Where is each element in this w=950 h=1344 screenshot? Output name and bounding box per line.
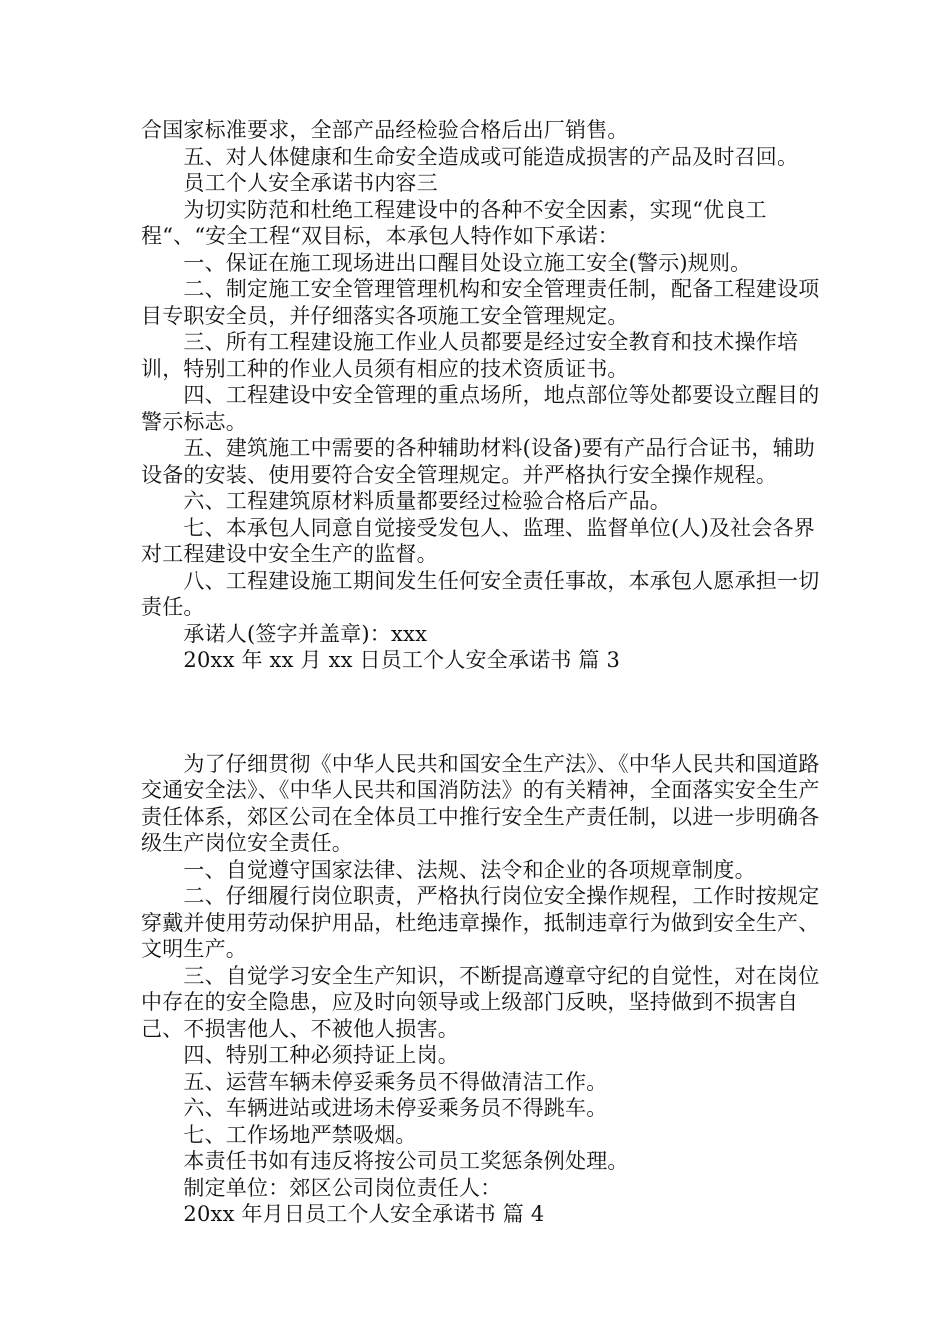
paragraph: 三、自觉学习安全生产知识，不断提高遵章守纪的自觉性，对在岗位中存在的安全隐患，应及时向领导或上级部门反映，坚持做到不损害自己、不损害他人、不被他人损害。	[141, 963, 820, 1041]
paragraph: 六、车辆进站或进场未停妥乘务员不得跳车。	[141, 1096, 608, 1120]
paragraph: 二、制定施工安全管理管理机构和安全管理责任制，配备工程建设项目专职安全员，并仔细落实各项施工安全管理规定。	[141, 277, 820, 328]
paragraph: 四、工程建设中安全管理的重点场所，地点部位等处都要设立醒目的警示标志。	[141, 383, 820, 434]
signature-line: 承诺人(签字并盖章)：xxx	[141, 621, 428, 646]
date-line: 20xx 年 xx 月 xx 日员工个人安全承诺书 篇 3	[141, 648, 621, 672]
paragraph: 本责任书如有违反将按公司员工奖惩条例处理。	[141, 1149, 629, 1173]
paragraph: 一、保证在施工现场进出口醒目处设立施工安全(警示)规则。	[141, 250, 752, 275]
paragraph: 八、工程建设施工期间发生任何安全责任事故，本承包人愿承担一切责任。	[141, 568, 820, 619]
paragraph: 七、工作场地严禁吸烟。	[141, 1122, 417, 1147]
document-body	[141, 117, 821, 1228]
paragraph: 五、建筑施工中需要的各种辅助材料(设备)要有产品行合证书，辅助设备的安装、使用要符合安全管理规定。并严格执行安全操作规程。	[141, 436, 815, 487]
paragraph: 二、仔细履行岗位职责，严格执行岗位安全操作规程，工作时按规定穿戴并使用劳动保护用品，杜绝违章操作，抵制违章行为做到安全生产、文明生产。	[141, 884, 820, 961]
signature-line: 制定单位：郊区公司岗位责任人：	[141, 1175, 502, 1200]
section-heading: 员工个人安全承诺书内容三	[141, 171, 438, 195]
paragraph: 七、本承包人同意自觉接受发包人、监理、监督单位(人)及社会各界对工程建设中安全生产的监督。	[141, 515, 815, 566]
paragraph: 一、自觉遵守国家法律、法规、法令和企业的各项规章制度。	[141, 857, 756, 882]
paragraph: 为切实防范和杜绝工程建设中的各种不安全因素，实现“优良工程“、“安全工程“双目标，本承包人特作如下承诺：	[141, 197, 767, 248]
paragraph: 合国家标准要求，全部产品经检验合格后出厂销售。	[141, 118, 629, 142]
paragraph: 五、对人体健康和生命安全造成或可能造成损害的产品及时召回。	[141, 144, 799, 169]
section-gap	[141, 674, 821, 751]
paragraph: 为了仔细贯彻《中华人民共和国安全生产法》、《中华人民共和国道路交通安全法》、《中华人民共和国消防法》的有关精神，全面落实安全生产责任体系，郊区公司在全体员工中推行安全生产责任制，以进一步明确各级生产岗位安全责任。	[141, 751, 820, 855]
paragraph: 四、特别工种必须持证上岗。	[141, 1043, 459, 1067]
paragraph: 五、运营车辆未停妥乘务员不得做清洁工作。	[141, 1069, 608, 1094]
date-line: 20xx 年月日员工个人安全承诺书 篇 4	[141, 1202, 545, 1226]
paragraph: 六、工程建筑原材料质量都要经过检验合格后产品。	[141, 489, 671, 513]
paragraph: 三、所有工程建设施工作业人员都要是经过安全教育和技术操作培训，特别工种的作业人员须有相应的技术资质证书。	[141, 330, 799, 381]
